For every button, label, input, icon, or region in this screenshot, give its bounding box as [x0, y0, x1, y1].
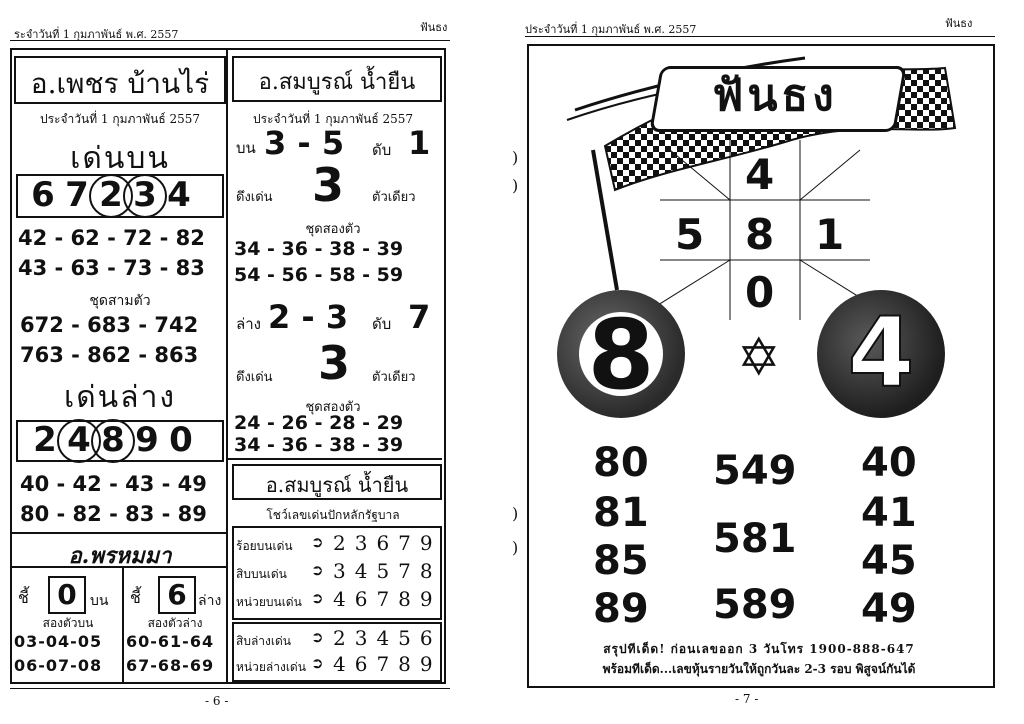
grid-left: 5 [675, 210, 705, 259]
ball-left-number: 8 [587, 299, 655, 411]
bottom-label: ล่าง [236, 315, 261, 333]
right-page [505, 0, 1024, 724]
gov-row-digits: 46789 [333, 587, 442, 611]
three-row: 763 - 862 - 863 [20, 343, 199, 367]
two-bottom-row: 60-61-64 [126, 632, 215, 651]
col2-date: ประจำวันที่ 1 กุมภาพันธ์ 2557 [252, 112, 413, 126]
point-label: ชี้ [18, 588, 29, 607]
binding-mark: ) [512, 538, 519, 557]
top-two-row: 54 - 56 - 58 - 59 [234, 264, 404, 286]
bottom-digit: 2 [33, 420, 57, 460]
arrow-icon: ➲ [311, 533, 324, 551]
brahma-bottom-label: ล่าง [198, 593, 222, 609]
two-top-row: 03-04-05 [14, 632, 103, 651]
right-header-brand: ฟันธง [945, 17, 973, 30]
bottom-digit-circled: 4 [62, 420, 96, 460]
circle-mark [91, 419, 135, 463]
two-title: ชุดสองตัว [305, 400, 361, 415]
gov-row [233, 531, 442, 555]
brahma-top-label: บน [90, 593, 109, 609]
section-rule [10, 566, 226, 568]
gov-row-label: ร้อยบนเด่น [236, 539, 293, 553]
bottom-pair-row: 40 - 42 - 43 - 49 [20, 472, 207, 496]
center-col-num: 589 [713, 582, 797, 628]
ball-right-number: 4 [847, 297, 915, 409]
bottom-digit: 9 [135, 420, 159, 460]
two-bottom-row: 67-68-69 [126, 656, 215, 675]
gov-row [233, 652, 442, 676]
section-rule [10, 532, 226, 534]
bottom-pair-row: 80 - 82 - 83 - 89 [20, 502, 207, 526]
single-label: ตัวเดียว [372, 190, 416, 205]
author-brahma: อ.พรหมมา [68, 543, 172, 569]
gov-row-label: สิบล่างเด่น [236, 634, 291, 648]
single-label: ตัวเดียว [372, 370, 416, 385]
point-label: ชี้ [130, 588, 141, 607]
three-row: 672 - 683 - 742 [20, 313, 199, 337]
right-header-date: ประจำวันที่ 1 กุมภาพันธ์ พ.ศ. 2557 [525, 23, 697, 36]
left-page-number: - 6 - [205, 694, 229, 708]
binding-mark: ) [512, 504, 519, 523]
footer-line-2: พร้อมทีเด็ด...เลขหุ้นรายวันให้ถูกวันละ 2-3 รอบ พิสูจน์กันได้ [602, 662, 916, 676]
three-title: ชุดสามตัว [89, 293, 151, 309]
dab-label: ดับ [372, 141, 392, 159]
author-box-somboon-gov [232, 464, 442, 500]
header-rule [10, 40, 450, 41]
author-box-somboon [232, 56, 442, 102]
ball-right [817, 290, 945, 418]
top-digit: 7 [65, 175, 89, 215]
top-digit-circled: 3 [128, 175, 162, 215]
arrow-icon: ➲ [311, 654, 324, 672]
bottom-digit-circled: 8 [96, 420, 130, 460]
left-col-num: 80 [593, 440, 649, 486]
bottom-digits-box [16, 420, 224, 462]
footer-rule [10, 688, 450, 689]
bottom-title: เด่นล่าง [63, 380, 177, 415]
header-rule [525, 36, 995, 37]
two-top-row: 06-07-08 [14, 656, 103, 675]
two-top-label: สองตัวบน [42, 616, 94, 630]
star-icon: ✡ [737, 328, 781, 388]
bottom-single: 3 [318, 336, 351, 390]
top-digit: 6 [31, 175, 55, 215]
author-somboon: อ.สมบูรณ์ น้ำยืน [258, 70, 416, 95]
left-col-num: 85 [593, 538, 649, 584]
top-label: บน [236, 139, 256, 157]
bottom-two-row: 34 - 36 - 38 - 39 [234, 434, 404, 456]
pull-label: ดึงเด่น [236, 370, 273, 385]
gov-row [233, 626, 442, 650]
brahma-top-digit: 0 [48, 576, 86, 614]
bottom-pair: 2 - 3 [268, 298, 349, 336]
gov-author: อ.สมบูรณ์ น้ำยืน [265, 473, 409, 497]
grid-top: 4 [745, 150, 775, 199]
top-digit-circled: 2 [94, 175, 128, 215]
footer-line-1: สรุปทีเด็ด! ก่อนเลขออก 3 วันโทร 1900-888-647 [603, 642, 915, 656]
top-pair: 3 - 5 [264, 124, 345, 162]
top-dab: 1 [408, 124, 431, 162]
right-page-number: - 7 - [735, 692, 759, 706]
left-header-date: ระจำวันที่ 1 กุมภาพันธ์ พ.ศ. 2557 [14, 28, 179, 41]
top-digits-box [16, 174, 224, 218]
pull-label: ดึงเด่น [236, 190, 273, 205]
top-digit: 4 [167, 175, 191, 215]
arrow-icon: ➲ [311, 589, 324, 607]
left-col-num: 81 [593, 490, 649, 536]
gov-row-digits: 23679 [333, 531, 442, 555]
gov-row-label: สิบบนเด่น [236, 567, 287, 581]
two-title: ชุดสองตัว [305, 222, 361, 237]
right-col-num: 45 [861, 538, 917, 584]
dab-label: ดับ [372, 315, 392, 333]
author-box-petch [14, 56, 226, 104]
two-bottom-label: สองตัวล่าง [147, 616, 203, 630]
top-pair-row: 42 - 62 - 72 - 82 [18, 226, 205, 250]
bottom-digit: 0 [169, 420, 193, 460]
ball-left [557, 290, 685, 418]
brahma-bottom-digit: 6 [158, 576, 196, 614]
grid-bottom: 0 [745, 268, 775, 317]
author-petch: อ.เพชร บ้านไร่ [30, 67, 210, 100]
bottom-dab: 7 [408, 298, 431, 336]
gov-row-digits: 34578 [333, 559, 442, 583]
right-col-num: 40 [861, 440, 917, 486]
col1-date: ประจำวันที่ 1 กุมภาพันธ์ 2557 [39, 112, 200, 126]
logo-text: ฟันธง [712, 70, 838, 121]
gov-row-label: หน่วยล่างเด่น [236, 660, 306, 674]
grid-center: 8 [745, 210, 775, 259]
center-col-num: 581 [713, 516, 797, 562]
arrow-icon: ➲ [311, 628, 324, 646]
gov-row-label: หน่วยบนเด่น [236, 595, 302, 609]
bottom-two-row: 24 - 26 - 28 - 29 [234, 412, 404, 434]
right-col-num: 41 [861, 490, 917, 536]
grid-right: 1 [815, 210, 845, 259]
circle-mark [123, 174, 167, 218]
gov-subtitle: โชว์เลขเด่นปักหลักรัฐบาล [266, 508, 400, 522]
gov-row [233, 559, 442, 583]
top-single: 3 [312, 158, 345, 212]
left-page [0, 0, 460, 724]
arrow-icon: ➲ [311, 561, 324, 579]
top-pair-row: 43 - 63 - 73 - 83 [18, 256, 205, 280]
right-col-num: 49 [861, 586, 917, 632]
top-two-row: 34 - 36 - 38 - 39 [234, 238, 404, 260]
gov-row-digits: 46789 [333, 652, 442, 676]
gov-row-digits: 23456 [333, 626, 442, 650]
binding-mark: ) [512, 148, 519, 167]
binding-mark: ) [512, 176, 519, 195]
left-header-brand: ฟันธง [420, 21, 448, 34]
section-rule [226, 458, 442, 460]
top-title: เด่นบน [70, 141, 170, 176]
left-col-num: 89 [593, 586, 649, 632]
gov-row [233, 587, 442, 611]
center-col-num: 549 [713, 448, 797, 494]
